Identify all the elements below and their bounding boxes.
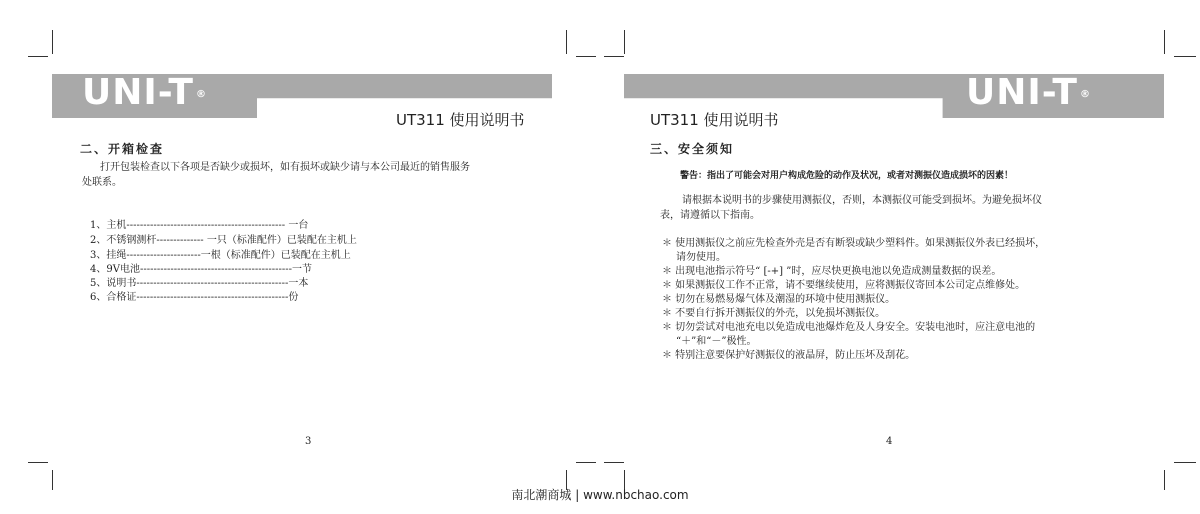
intro-line: 请根据本说明书的步骤使用测振仪，否则，本测振仪可能受到损坏。为避免损坏仪 [682, 195, 1042, 206]
bullet-item: 请勿使用。 [676, 252, 726, 263]
right-page [600, 0, 1200, 514]
list-item: 5、说明书---------------------------------------------一本 [90, 278, 309, 289]
crop-mark [576, 56, 596, 57]
doc-title: UT311 使用说明书 [396, 111, 525, 129]
bullet-item: ＊ 如果测振仪工作不正常，请不要继续使用，应将测振仪寄回本公司定点维修处。 [662, 280, 1026, 291]
brand-logo: UNI-T ® [966, 72, 1091, 113]
page-number: 3 [305, 436, 312, 447]
bullet-item: ＊ 切勿尝试对电池充电以免造成电池爆炸危及人身安全。安装电池时，应注意电池的 [662, 322, 1036, 333]
bullet-item: ＊ 特别注意要保护好测振仪的液晶屏，防止压坏及刮花。 [662, 350, 916, 361]
crop-mark [28, 56, 48, 57]
crop-mark [604, 56, 624, 57]
crop-mark [1174, 462, 1196, 463]
crop-mark [604, 462, 624, 463]
crop-mark [566, 30, 567, 54]
list-item: 1、主机----------------------------------------------- 一台 [90, 220, 309, 231]
crop-mark [576, 462, 596, 463]
bullet-item: ＊ 不要自行拆开测振仪的外壳，以免损坏测振仪。 [662, 308, 886, 319]
crop-mark [52, 30, 53, 54]
bullet-item: ＊ 出现电池指示符号“ [-+] ”时，应尽快更换电池以免造成测量数据的误差。 [662, 266, 1002, 277]
intro-line: 表，请遵循以下指南。 [660, 210, 760, 221]
section-title: 二、开箱检查 [80, 142, 165, 156]
section-title: 三、安全须知 [650, 142, 735, 156]
warning-text: 警告：指出了可能会对用户构成危险的动作及状况，或者对测振仪造成损坏的因素！ [680, 171, 1014, 181]
brand-logo: UNI-T ® [82, 72, 207, 113]
bullet-item: “＋”和“－”极性。 [676, 336, 757, 347]
list-item: 6、合格证---------------------------------------------份 [90, 292, 299, 303]
intro-line: 打开包装检查以下各项是否缺少或损坏，如有损坏或缺少请与本公司最近的销售服务 [100, 162, 470, 173]
bullet-item: ＊ 使用测振仪之前应先检查外壳是否有断裂或缺少塑料件。如果测振仪外表已经损坏， [662, 238, 1046, 249]
list-item: 2、不锈钢测杆-------------- 一只（标准配件）已装配在主机上 [90, 235, 357, 246]
crop-mark [1174, 56, 1196, 57]
bullet-item: ＊ 切勿在易燃易爆气体及潮湿的环境中使用测振仪。 [662, 294, 896, 305]
crop-mark [1164, 30, 1165, 54]
page-number: 4 [886, 436, 893, 447]
intro-line: 处联系。 [82, 177, 122, 188]
crop-mark [624, 30, 625, 54]
doc-title: UT311 使用说明书 [650, 111, 779, 129]
crop-mark [28, 462, 48, 463]
site-footer: 南北潮商城 | www.nbchao.com [511, 488, 689, 502]
list-item: 3、挂绳----------------------一根（标准配件）已装配在主机上 [90, 250, 351, 261]
list-item: 4、9V电池---------------------------------------------一节 [90, 264, 312, 275]
